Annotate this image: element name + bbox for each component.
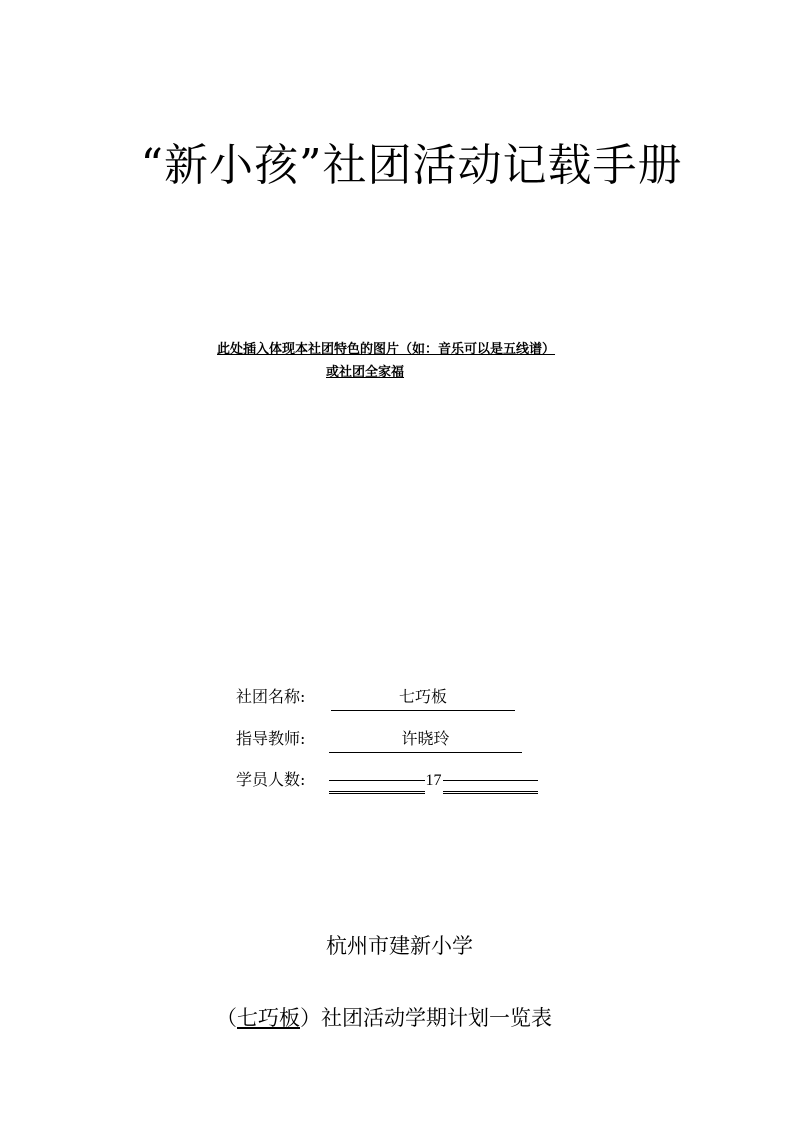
teacher-field: 许晓玲 [329, 726, 522, 753]
document-title: “新小孩”社团活动记载手册 [140, 140, 683, 191]
club-name-label: 社团名称: [236, 687, 306, 706]
plan-heading-rest: ）社团活动学期计划一览表 [300, 1006, 552, 1030]
member-count-value: 17 [425, 772, 442, 789]
club-name-field: 七巧板 [331, 684, 515, 711]
teacher-label: 指导教师: [236, 729, 306, 748]
plan-heading-club: 七巧板 [237, 1006, 300, 1030]
school-name: 杭州市建新小学 [326, 934, 473, 958]
member-count-label: 学员人数: [236, 770, 306, 789]
plan-heading-open: （ [216, 1006, 237, 1030]
photo-placeholder-note-continued: 或社团全家福 [326, 365, 405, 380]
photo-placeholder-note: 此处插入体现本社团特色的图片（如：音乐可以是五线谱） [217, 342, 556, 357]
member-count-field [329, 767, 538, 794]
plan-heading [216, 1002, 552, 1034]
